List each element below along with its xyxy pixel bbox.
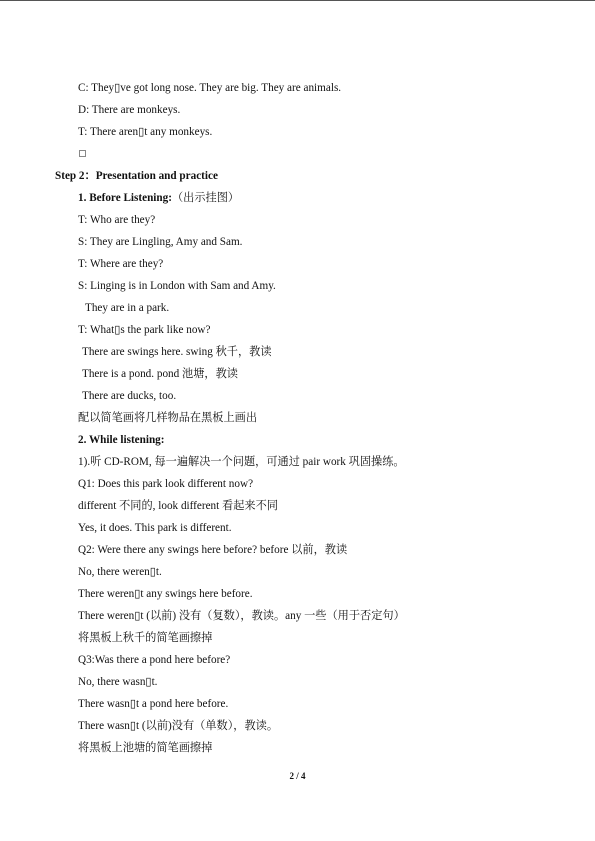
step-heading: Step 2：Presentation and practice	[55, 170, 218, 182]
answer-line: Yes, it does. This park is different.	[78, 522, 232, 534]
vocab-line: There is a pond. pond 池塘，教读	[82, 368, 238, 380]
vocab-line: There are ducks, too.	[82, 390, 177, 402]
question-line: Q2: Were there any swings here before? before 以前，教读	[78, 544, 348, 556]
dialogue-line: D: There are monkeys.	[78, 104, 181, 116]
answer-line: No, there weren▯t.	[78, 566, 162, 578]
question-line: Q1: Does this park look different now?	[78, 478, 254, 490]
vocab-line: There wasn▯t (以前)没有（单数），教读。	[78, 720, 279, 732]
answer-line: There weren▯t any swings here before.	[78, 588, 253, 600]
page-number: 2 / 4	[289, 771, 306, 781]
dialogue-line: S: They are Lingling, Amy and Sam.	[78, 236, 243, 248]
dialogue-line: T: There aren▯t any monkeys.	[78, 126, 213, 138]
vocab-line: There are swings here. swing 秋千，教读	[82, 346, 272, 358]
section-heading: 2. While listening:	[78, 434, 165, 446]
question-line: Q3:Was there a pond here before?	[78, 654, 231, 666]
instruction-line: 将黑板上池塘的简笔画擦掉	[78, 742, 213, 754]
instruction-line: 1).听 CD-ROM, 每一遍解决一个问题，可通过 pair work 巩固操练。	[78, 456, 405, 468]
dialogue-line: S: Linging is in London with Sam and Amy.	[78, 280, 276, 292]
answer-line: No, there wasn▯t.	[78, 676, 158, 688]
section-heading-label: 1. Before Listening:	[78, 192, 172, 204]
placeholder-box-icon	[79, 150, 86, 157]
vocab-line: There weren▯t (以前) 没有（复数），教读。any 一些（用于否定句）	[78, 610, 405, 622]
answer-line: There wasn▯t a pond here before.	[78, 698, 229, 710]
dialogue-line: They are in a park.	[85, 302, 170, 314]
header-rule	[0, 0, 595, 1]
instruction-line: 配以简笔画将几样物品在黑板上画出	[78, 412, 258, 424]
dialogue-line: T: What▯s the park like now?	[78, 324, 211, 336]
section-heading-note: （出示挂图）	[171, 192, 240, 204]
section-heading	[78, 191, 239, 205]
dialogue-line: T: Who are they?	[78, 214, 156, 226]
dialogue-line: C: They▯ve got long nose. They are big. They are animals.	[78, 82, 342, 94]
instruction-line: 将黑板上秋千的简笔画擦掉	[78, 632, 213, 644]
dialogue-line: T: Where are they?	[78, 258, 164, 270]
vocab-line: different 不同的, look different 看起来不同	[78, 500, 278, 512]
